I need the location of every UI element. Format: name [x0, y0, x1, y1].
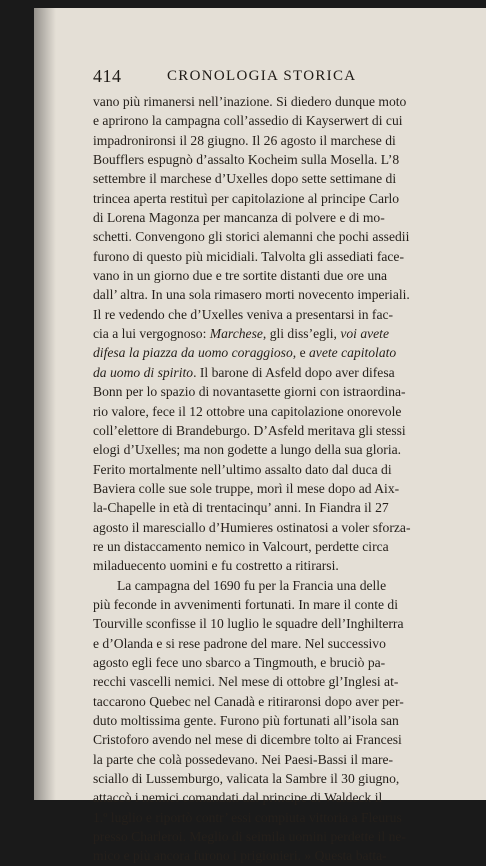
text-segment: cia a lui vergognoso: [93, 326, 210, 342]
text-segment: taccarono Quebec nel Canadà e ritiraronsi dopo aver per- [93, 693, 404, 709]
text-segment: rio valore, fece il 12 ottobre una capitolazione onorevole [93, 403, 402, 419]
text-line [93, 440, 453, 459]
running-title: CRONOLOGIA STORICA [167, 68, 357, 84]
text-line [93, 421, 453, 440]
text-line [93, 227, 453, 246]
text-segment: la-Chapelle in età di trentacinqu’ anni. In Fiandra il 27 [93, 500, 389, 516]
text-segment: 1.º luglio e riportò contr’ essi compiuta vittoria a Fleurus [93, 809, 402, 825]
text-segment: attaccò i nemici comandati dal principe di Waldeck il [93, 790, 383, 806]
text-line [93, 595, 453, 614]
text-segment: . Il barone di Asfeld dopo aver difesa [193, 364, 395, 380]
text-line [93, 634, 453, 653]
text-line [93, 556, 453, 575]
text-line [93, 247, 453, 266]
text-line [93, 750, 453, 769]
text-line [93, 576, 453, 595]
text-segment: , gli diss’egli, [262, 326, 341, 342]
text-line [93, 343, 453, 362]
text-segment: trincea aperta restituì per capitolazione al principe Carlo [93, 190, 400, 206]
text-line [93, 402, 453, 421]
text-segment: recchi vascelli nemici. Nel mese di ottobre gl’Inglesi at- [93, 674, 399, 690]
text-line [93, 498, 453, 517]
text-segment: Baviera colle sue sole truppe, morì il mese dopo ad Aix- [93, 480, 400, 496]
text-segment: Boufflers espugnò d’assalto Kocheim sulla Mosella. L’8 [93, 152, 400, 168]
text-segment: e d’Olanda e si rese padrone del mare. Nel successivo [93, 635, 386, 651]
text-segment: vano più rimanersi nell’inazione. Si diedero dunque moto [93, 94, 407, 109]
text-line [93, 150, 453, 169]
text-segment: Tourville sconfisse il 10 luglio le squadre dell’Inghilterra [93, 616, 404, 632]
text-segment: dall’ altra. In una sola rimasero morti novecento imperiali. [93, 287, 410, 303]
text-segment: La campagna del 1690 fu per la Francia una delle [117, 577, 387, 593]
binding-shadow [34, 8, 56, 800]
text-segment: e aprirono la campagna coll’assedio di Kayserwert di cui [93, 113, 403, 129]
text-line [93, 537, 453, 556]
text-line [93, 711, 453, 730]
text-segment: re un distaccamento nemico in Valcourt, perdette circa [93, 538, 389, 554]
page-number: 414 [93, 66, 122, 86]
italic-text: da uomo di spirito [93, 364, 194, 380]
text-line [93, 363, 453, 382]
text-line [93, 324, 453, 343]
text-segment: più feconde in avvenimenti fortunati. In mare il conte di [93, 596, 399, 612]
body-text [93, 92, 453, 866]
text-line [93, 769, 453, 788]
text-line [93, 692, 453, 711]
text-line [93, 846, 453, 865]
text-line [93, 189, 453, 208]
text-line [93, 730, 453, 749]
text-line [93, 131, 453, 150]
text-segment: miladuecento uomini e fu costretto a ritirarsi. [93, 558, 339, 574]
text-segment: , e [292, 345, 309, 361]
italic-text: difesa la piazza da uomo coraggioso [93, 345, 293, 361]
text-segment: vano in un giorno due e tre sortite distanti due ore una [93, 268, 388, 284]
text-segment: Cristoforo avendo nel mese di dicembre tolto ai Francesi [93, 732, 402, 748]
text-line [93, 788, 453, 807]
text-segment: Il re vedendo che d’Uxelles veniva a presentarsi in fac- [93, 306, 394, 322]
text-segment: furono di questo più micidiali. Talvolta gli assediati face- [93, 248, 404, 264]
text-line [93, 479, 453, 498]
text-line [93, 518, 453, 537]
text-segment: Ferito mortalmente nell’ultimo assalto dato dal duca di [93, 461, 392, 477]
page-header [93, 66, 393, 86]
text-segment: schetti. Convengono gli storici alemanni che pochi assedii [93, 229, 410, 245]
italic-text: Marchese [209, 326, 263, 342]
text-line [93, 672, 453, 691]
text-line [93, 285, 453, 304]
text-line [93, 808, 453, 827]
text-segment: presso Charleroi. Meglio di seimila uomini perdette il ne- [93, 829, 406, 845]
text-line [93, 653, 453, 672]
text-line [93, 111, 453, 130]
text-segment: mico e più ancora furono i prigionieri. » Questa batta- [93, 848, 387, 864]
text-segment: settembre il marchese d’Uxelles dopo sette settimane di [93, 171, 397, 187]
text-segment: sciallo di Lussemburgo, valicata la Sambre il 30 giugno, [93, 771, 400, 787]
text-line [93, 92, 453, 111]
text-segment: la parte che colà possedevano. Nei Paesi-Bassi il mare- [93, 751, 394, 767]
text-line [93, 382, 453, 401]
text-line [93, 208, 453, 227]
text-segment: impadronironsi il 28 giugno. Il 26 agosto il marchese di [93, 132, 396, 148]
italic-text: voi avete [340, 326, 389, 342]
text-segment: agosto egli fece uno sbarco a Tingmouth, e bruciò pa- [93, 654, 386, 670]
text-line [93, 169, 453, 188]
text-segment: Bonn per lo spazio di novantasette giorni con istraordina- [93, 384, 406, 400]
text-line [93, 305, 453, 324]
text-line [93, 614, 453, 633]
italic-text: avete capitolato [309, 345, 397, 361]
text-line [93, 266, 453, 285]
text-segment: elogi d’Uxelles; ma non godette a lungo della sua gloria. [93, 442, 402, 458]
text-segment: di Lorena Magonza per mancanza di polvere e di mo- [93, 210, 385, 226]
text-line [93, 460, 453, 479]
text-line [93, 827, 453, 846]
text-segment: duto moltissima gente. Furono più fortunati all’isola san [93, 713, 399, 728]
text-segment: agosto il maresciallo d’Humieres ostinatosi a voler sforza- [93, 519, 411, 535]
text-segment: coll’elettore di Brandeburgo. D’Asfeld meritava gli stessi [93, 422, 406, 438]
